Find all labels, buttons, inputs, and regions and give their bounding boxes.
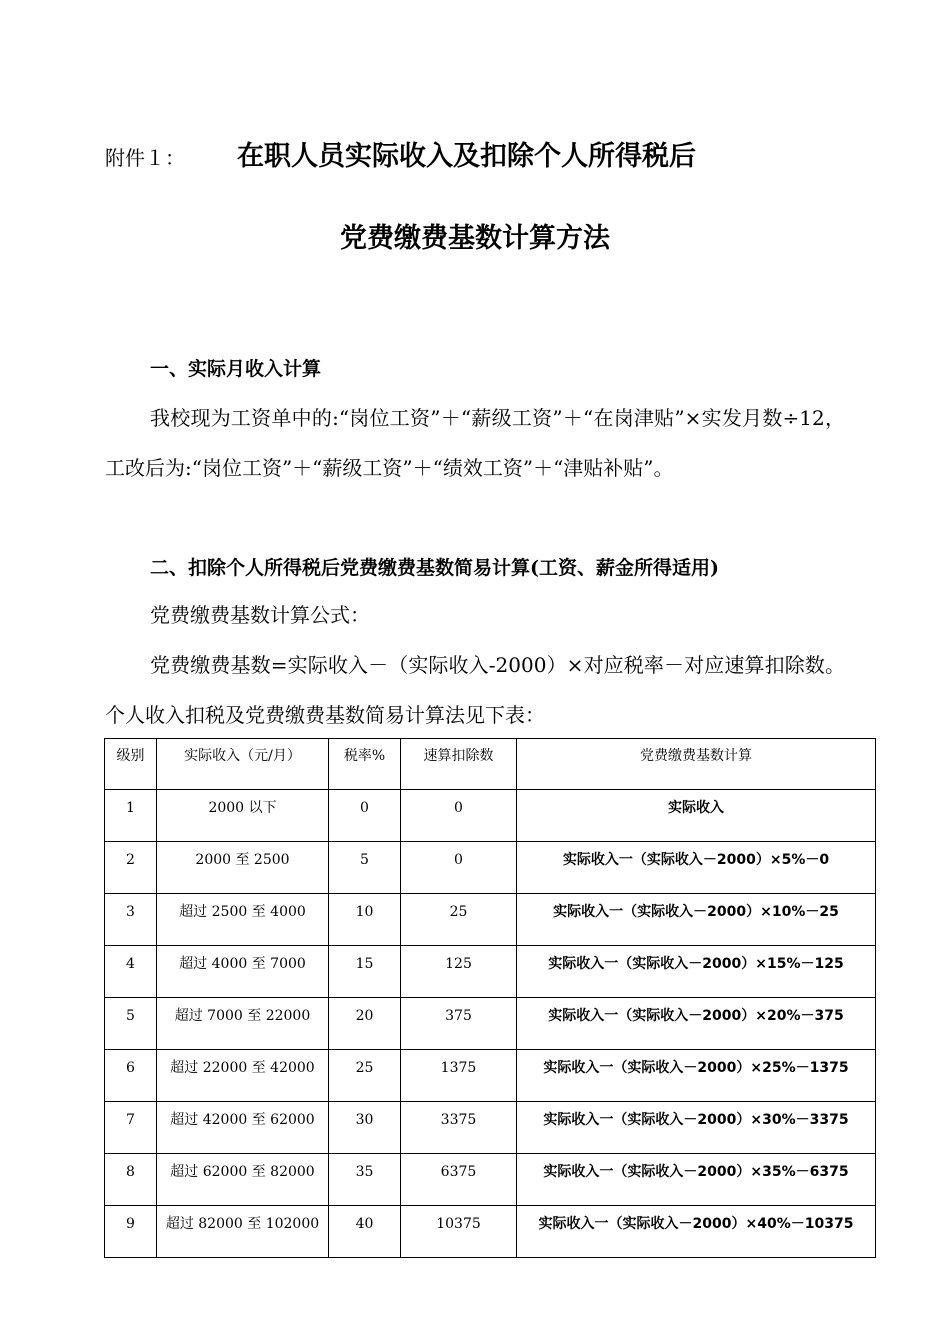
cell-income: 2000 至 2500: [157, 842, 329, 894]
table-row: [105, 998, 876, 1050]
cell-calculation: 实际收入一（实际收入－2000）×10%－25: [517, 894, 876, 946]
cell-level: 2: [105, 842, 157, 894]
cell-calculation: 实际收入一（实际收入－2000）×20%－375: [517, 998, 876, 1050]
header-quick-deduction: 速算扣除数: [401, 739, 517, 790]
table-row: [105, 842, 876, 894]
cell-level: 5: [105, 998, 157, 1050]
cell-level: 9: [105, 1206, 157, 1258]
cell-level: 4: [105, 946, 157, 998]
cell-tax-rate: 0: [329, 790, 401, 842]
section-1-heading: 一、实际月收入计算: [150, 358, 322, 380]
cell-tax-rate: 15: [329, 946, 401, 998]
cell-calculation: 实际收入一（实际收入－2000）×25%－1375: [517, 1050, 876, 1102]
cell-level: 3: [105, 894, 157, 946]
cell-tax-rate: 35: [329, 1154, 401, 1206]
cell-calculation: 实际收入一（实际收入－2000）×5%－0: [517, 842, 876, 894]
cell-income: 超过 22000 至 42000: [157, 1050, 329, 1102]
cell-income: 超过 62000 至 82000: [157, 1154, 329, 1206]
table-row: [105, 1206, 876, 1258]
cell-calculation: 实际收入一（实际收入－2000）×15%－125: [517, 946, 876, 998]
table-header-row: [105, 739, 876, 790]
cell-quick-deduction: 3375: [401, 1102, 517, 1154]
section-1-body: 我校现为工资单中的:“岗位工资”＋“薪级工资”＋“在岗津贴”×实发月数÷12，工改后为:“岗位工资”＋“薪级工资”＋“绩效工资”＋“津贴补贴”。: [105, 406, 845, 480]
cell-tax-rate: 40: [329, 1206, 401, 1258]
cell-tax-rate: 10: [329, 894, 401, 946]
cell-tax-rate: 30: [329, 1102, 401, 1154]
header-tax-rate: 税率%: [329, 739, 401, 790]
cell-quick-deduction: 125: [401, 946, 517, 998]
table-row: [105, 946, 876, 998]
attachment-prefix: 附件１：: [105, 146, 185, 170]
cell-income: 2000 以下: [157, 790, 329, 842]
cell-level: 6: [105, 1050, 157, 1102]
cell-level: 8: [105, 1154, 157, 1206]
cell-quick-deduction: 6375: [401, 1154, 517, 1206]
title-line-1: [105, 134, 905, 174]
tax-table: [104, 738, 876, 1258]
cell-level: 1: [105, 790, 157, 842]
cell-tax-rate: 25: [329, 1050, 401, 1102]
header-income: 实际收入（元/月）: [157, 739, 329, 790]
formula-label: 党费缴费基数计算公式：: [150, 603, 370, 627]
cell-quick-deduction: 10375: [401, 1206, 517, 1258]
cell-income: 超过 2500 至 4000: [157, 894, 329, 946]
cell-income: 超过 82000 至 102000: [157, 1206, 329, 1258]
cell-calculation: 实际收入一（实际收入－2000）×30%－3375: [517, 1102, 876, 1154]
table-row: [105, 1102, 876, 1154]
cell-calculation: 实际收入一（实际收入－2000）×40%－10375: [517, 1206, 876, 1258]
cell-income: 超过 4000 至 7000: [157, 946, 329, 998]
table-row: [105, 1154, 876, 1206]
table-row: [105, 1050, 876, 1102]
cell-income: 超过 42000 至 62000: [157, 1102, 329, 1154]
cell-tax-rate: 20: [329, 998, 401, 1050]
cell-quick-deduction: 375: [401, 998, 517, 1050]
cell-level: 7: [105, 1102, 157, 1154]
formula-body: 党费缴费基数=实际收入－（实际收入-2000）×对应税率－对应速算扣除数。个人收入扣税及党费缴费基数简易计算法见下表：: [105, 653, 845, 727]
cell-calculation: 实际收入一（实际收入－2000）×35%－6375: [517, 1154, 876, 1206]
cell-quick-deduction: 0: [401, 842, 517, 894]
table-row: [105, 894, 876, 946]
cell-quick-deduction: 25: [401, 894, 517, 946]
header-calculation: 党费缴费基数计算: [517, 739, 876, 790]
table-row: [105, 790, 876, 842]
header-level: 级别: [105, 739, 157, 790]
cell-tax-rate: 5: [329, 842, 401, 894]
cell-income: 超过 7000 至 22000: [157, 998, 329, 1050]
cell-quick-deduction: 0: [401, 790, 517, 842]
document-title: 在职人员实际收入及扣除个人所得税后: [237, 141, 696, 172]
cell-calculation: 实际收入: [517, 790, 876, 842]
cell-quick-deduction: 1375: [401, 1050, 517, 1102]
document-subtitle: 党费缴费基数计算方法: [340, 223, 610, 254]
section-2-heading: 二、扣除个人所得税后党费缴费基数简易计算(工资、薪金所得适用): [150, 557, 719, 579]
